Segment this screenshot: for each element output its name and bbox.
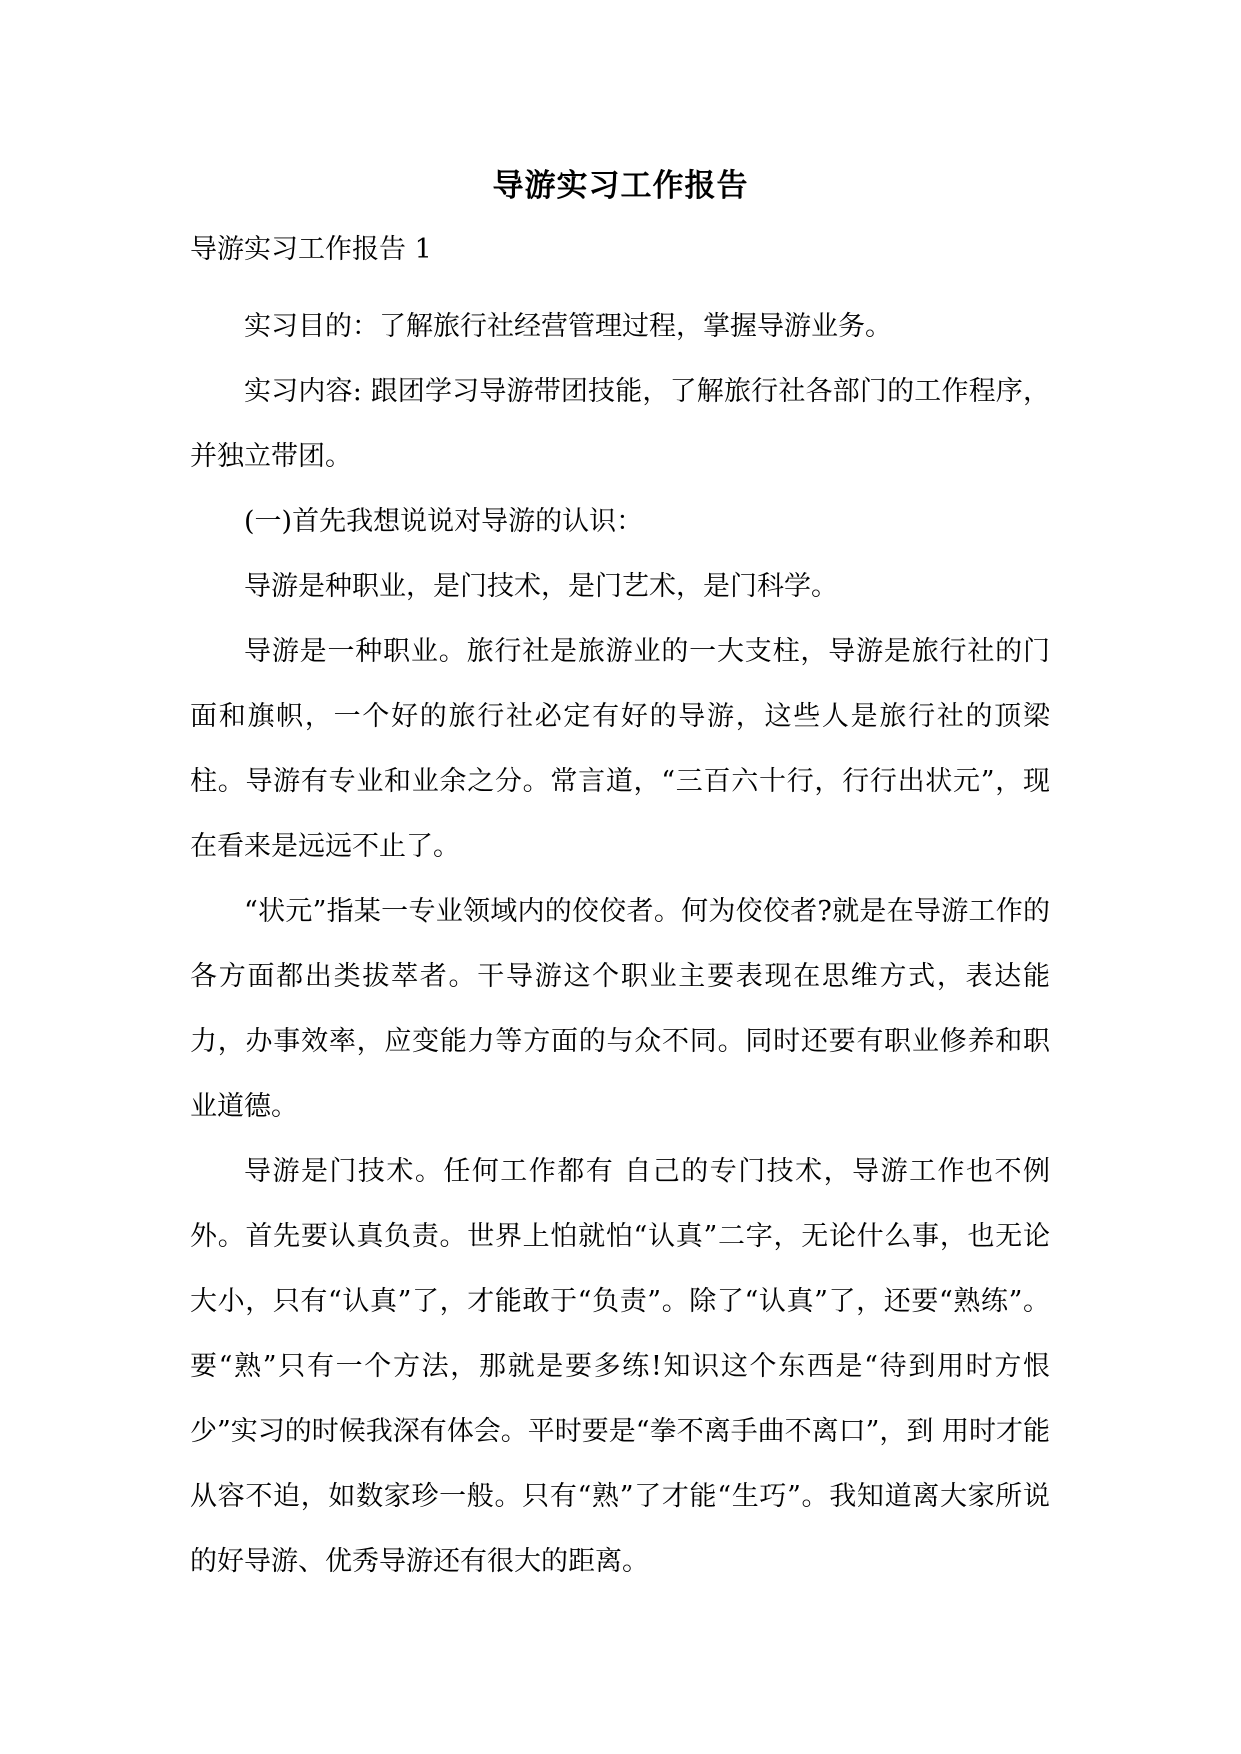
paragraph-summary: 导游是种职业，是门技术，是门艺术，是门科学。 xyxy=(244,571,838,602)
document-body xyxy=(190,294,1050,1594)
paragraph-understanding-heading: (一)首先我想说说对导游的认识： xyxy=(244,506,644,537)
paragraph-content: 实习内容: 跟团学习导游带团技能，了解旅行社各部门的工作程序，并独立带团。 xyxy=(190,376,1050,472)
document-title: 导游实习工作报告 xyxy=(492,168,749,204)
paragraph-profession: 导游是一种职业。旅行社是旅游业的一大支柱，导游是旅行社的门面和旗帜，一个好的旅行社必定有好的导游，这些人是旅行社的顶梁柱。导游有专业和业余之分。常言道，“三百六十行，行行出状元”，现在看来是远远不止了。 xyxy=(190,636,1050,862)
paragraph-technique: 导游是门技术。任何工作都有 自己的专门技术，导游工作也不例外。首先要认真负责。世界上怕就怕“认真”二字，无论什么事，也无论大小，只有“认真”了，才能敢于“负责”。除了“认真”了，还要“熟练”。要“熟”只有一个方法，那就是要多练!知识这个东西是“待到用时方恨少”实习的时候我深有体会。平时要是“拳不离手曲不离口”，到 用时才能从容不迫，如数家珍一般。只有“熟”了才能“生巧”。我知道离大家所说的好导游、优秀导游还有很大的距离。 xyxy=(190,1156,1050,1577)
section-heading: 导游实习工作报告 1 xyxy=(190,234,432,265)
paragraph-zhuangyuan: “状元”指某一专业领域内的佼佼者。何为佼佼者?就是在导游工作的各方面都出类拔萃者。干导游这个职业主要表现在思维方式，表达能力，办事效率，应变能力等方面的与众不同。同时还要有职业修养和职业道德。 xyxy=(190,896,1050,1122)
paragraph-purpose: 实习目的：了解旅行社经营管理过程，掌握导游业务。 xyxy=(244,311,892,342)
